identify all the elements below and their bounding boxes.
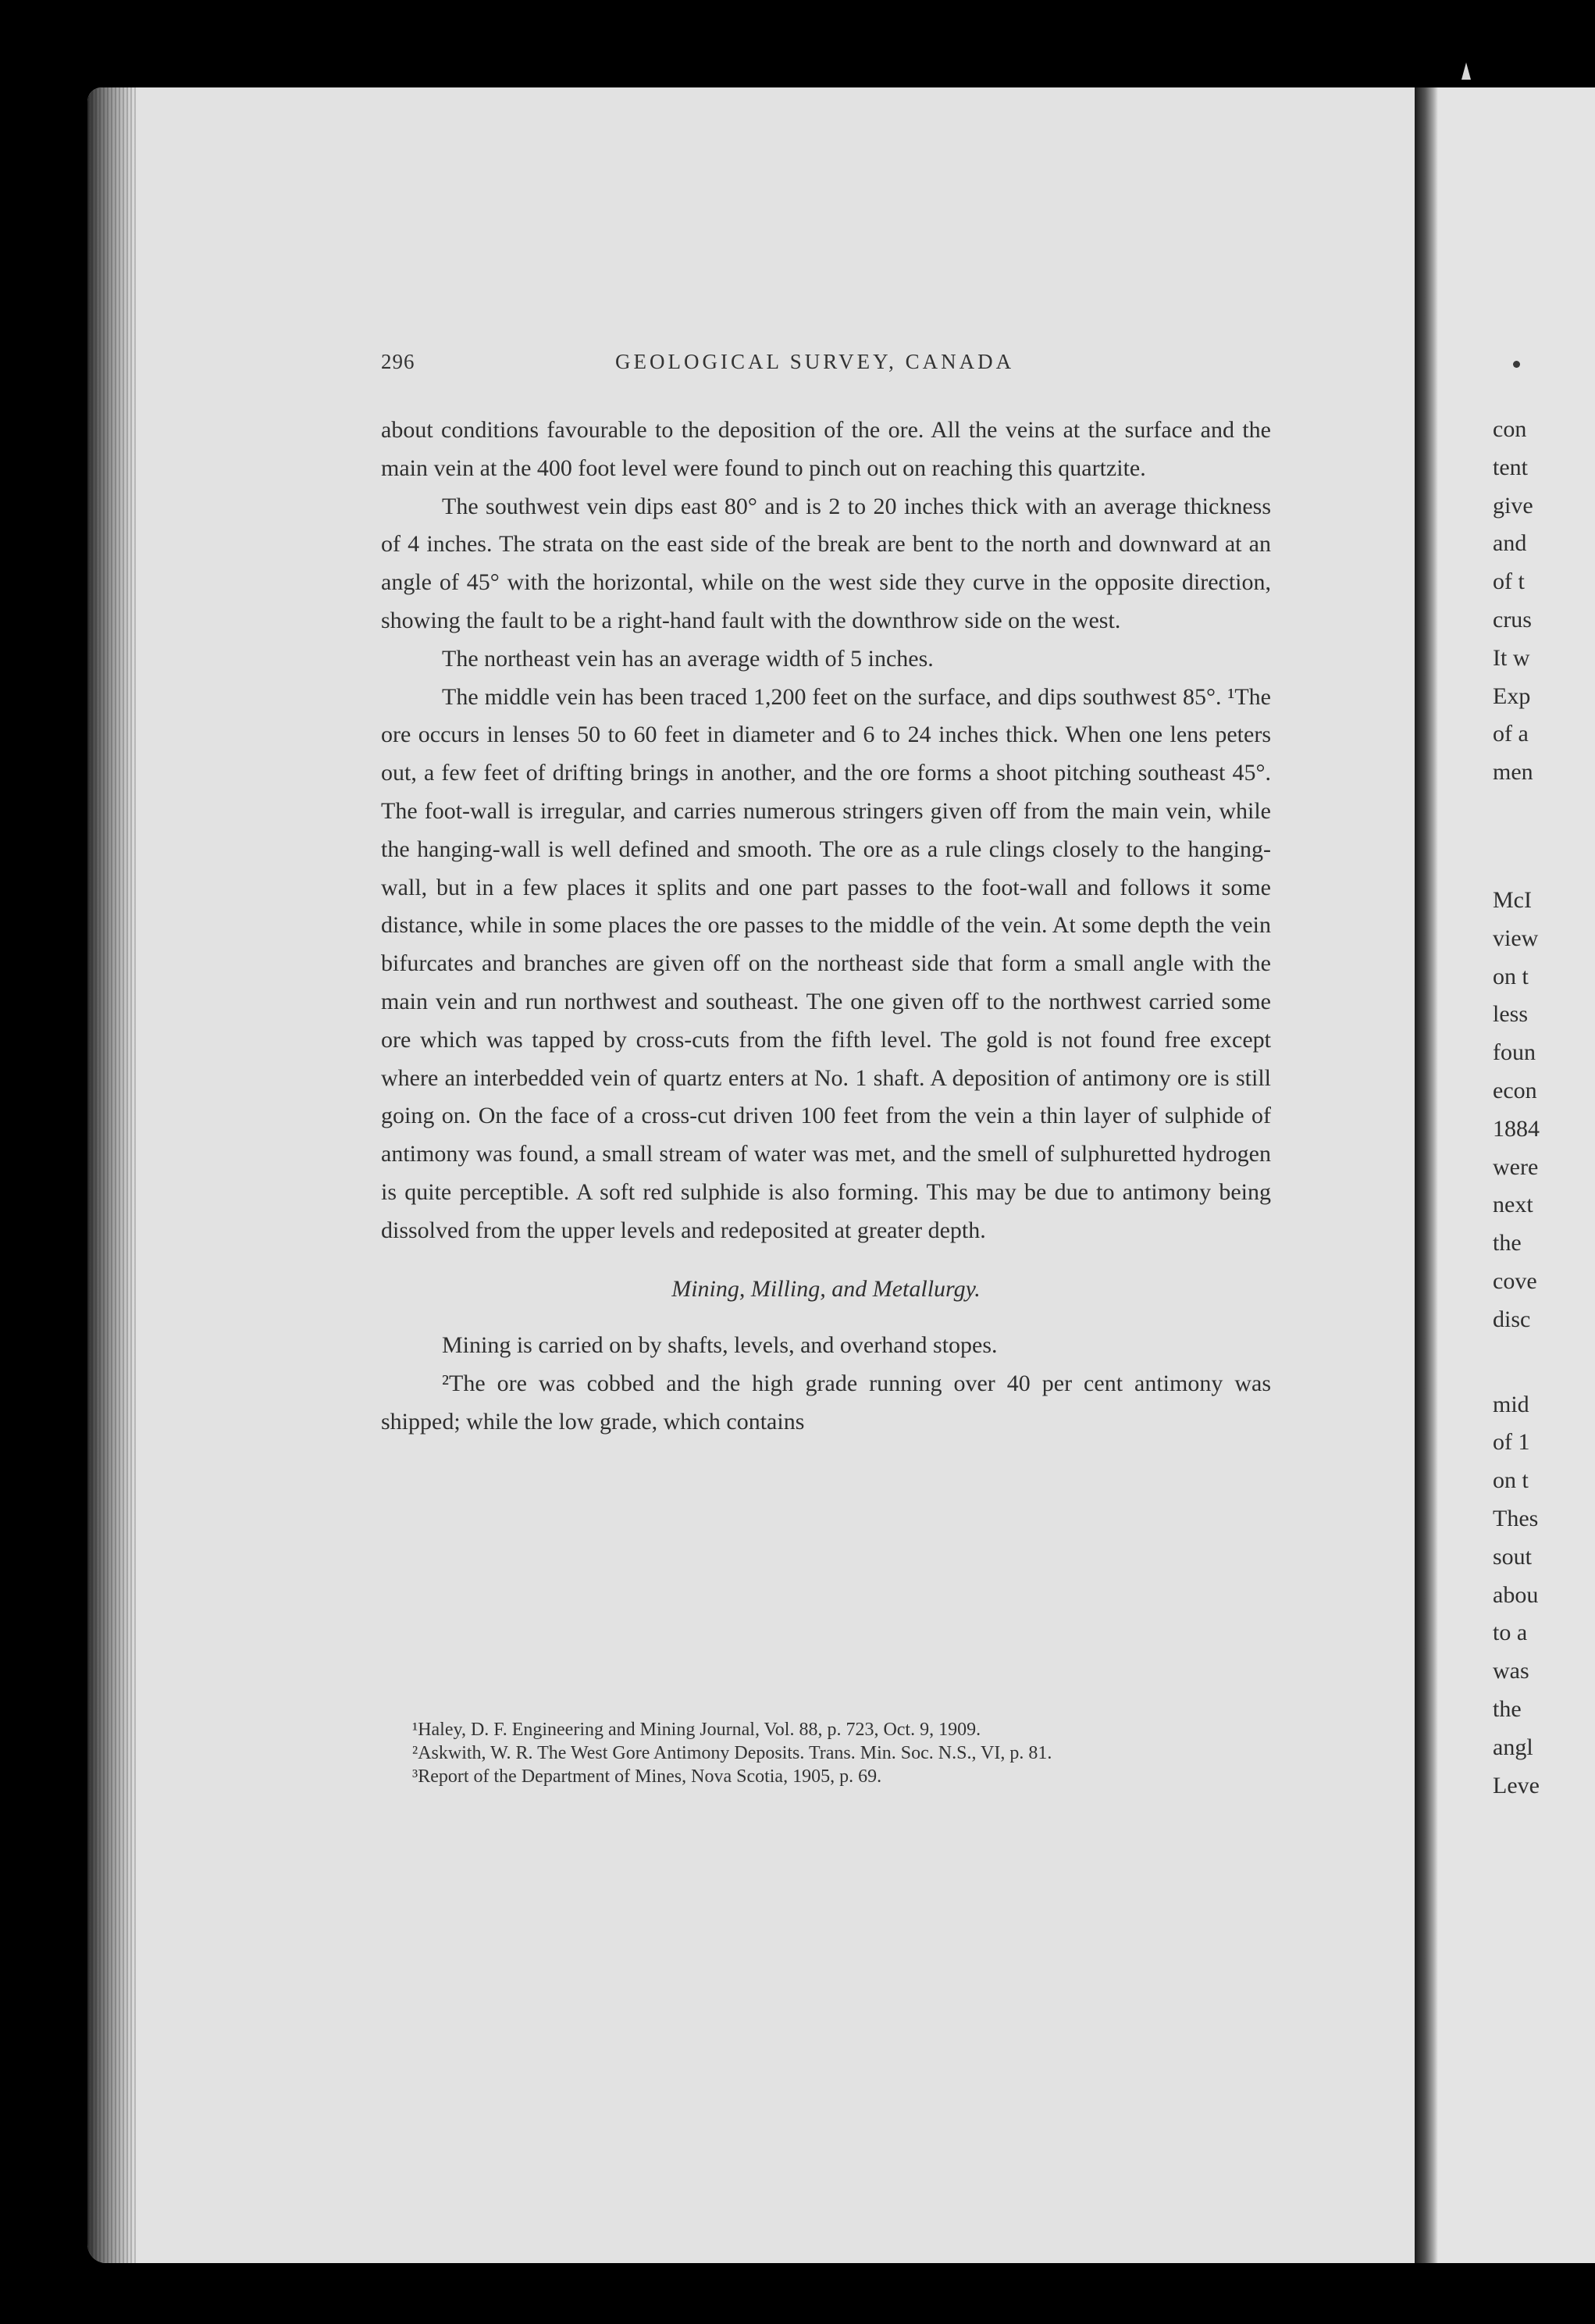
page-edge xyxy=(87,87,136,2263)
fragment-line: Leve xyxy=(1493,1772,1540,1798)
fragment-line: It w xyxy=(1493,644,1530,671)
fragment-line: sout xyxy=(1493,1543,1533,1570)
fragment-line: men xyxy=(1493,759,1533,786)
fragment-line: con xyxy=(1493,416,1527,442)
fragment-line: Thes xyxy=(1493,1505,1539,1531)
page-number: 296 xyxy=(381,350,415,373)
footnote: ²Askwith, W. R. The West Gore Antimony Deposits. Trans. Min. Soc. N.S., VI, p. 81. xyxy=(412,1743,1052,1763)
fragment-line: of a xyxy=(1493,721,1529,747)
body-text xyxy=(381,412,1271,1442)
fragment-line: disc xyxy=(1493,1306,1531,1332)
paragraph: The northeast vein has an average width of 5 inches. xyxy=(442,645,934,672)
footnote: ¹Haley, D. F. Engineering and Mining Journal, Vol. 88, p. 723, Oct. 9, 1909. xyxy=(412,1720,981,1740)
fragment-line: of 1 xyxy=(1493,1429,1530,1456)
fragment-line: econ xyxy=(1493,1077,1537,1103)
running-head: GEOLOGICAL SURVEY, CANADA xyxy=(615,350,1015,373)
paragraph: ²The ore was cobbed and the high grade running over 40 per cent antimony was shipped; while the low grade, which contains xyxy=(381,1371,1271,1435)
fragment-line: on t xyxy=(1493,1467,1529,1494)
fragment-line: the xyxy=(1493,1695,1522,1722)
fragment-line: McI xyxy=(1493,886,1532,913)
fragment-line: Exp xyxy=(1493,683,1531,709)
fragment-line: mid xyxy=(1493,1391,1529,1417)
fragment-line: foun xyxy=(1493,1039,1536,1066)
fragment-line: on t xyxy=(1493,963,1529,989)
fragment-line: the xyxy=(1493,1230,1522,1256)
paragraph: Mining is carried on by shafts, levels, and overhand stopes. xyxy=(442,1332,998,1359)
fragment-line: and xyxy=(1493,530,1527,557)
paragraph: The southwest vein dips east 80° and is 2 to 20 inches thick with an average thickness of 4 inches. The strata on the east side of the break are bent to the north and downward at an angle of 45° with the horizontal, while on the west side they curve in the opposite direction, showing the fault to be a right-hand fault with the downthrow side on the west. xyxy=(381,493,1271,633)
footnotes xyxy=(381,1718,1271,1788)
fragment-line: to a xyxy=(1493,1620,1528,1646)
fragment-line: view xyxy=(1493,925,1539,951)
section-heading: Mining, Milling, and Metallurgy. xyxy=(671,1275,981,1302)
fragment-line: cove xyxy=(1493,1267,1537,1294)
fragment-line: abou xyxy=(1493,1581,1539,1608)
fragment-line: was xyxy=(1493,1658,1529,1684)
fragment-line: give xyxy=(1493,492,1533,519)
right-page-text xyxy=(1493,411,1595,1805)
fragment-line: next xyxy=(1493,1192,1533,1218)
fragment-line: crus xyxy=(1493,606,1532,633)
fragment-line: less xyxy=(1493,1001,1528,1028)
page-header xyxy=(381,350,1287,381)
ink-dot xyxy=(1513,361,1520,368)
fragment-line: tent xyxy=(1493,454,1528,480)
fragment-line: of t xyxy=(1493,569,1525,595)
book-gutter xyxy=(1415,87,1438,2263)
fragment-line: 1884 xyxy=(1493,1115,1540,1142)
fragment-line: angl xyxy=(1493,1734,1533,1760)
paragraph: The middle vein has been traced 1,200 feet on the surface, and dips southwest 85°. ¹The ore occurs in lenses 50 to 60 feet in diameter and 6 to 24 inches thick. When one lens peters out, a few feet of drifting brings in another, and the ore forms a shoot pitching southeast 45°. The foot-wall is irregular, and carries numerous stringers given off from the main vein, while the hanging-wall is well defined and smooth. The ore as a rule clings closely to the hanging-wall, but in a few places it splits and one part passes to the foot-wall and follows it some distance, while in some places the ore passes to the middle of the vein. At some depth the vein bifurcates and branches are given off on the northeast side that form a small angle with the main vein and run northwest and southeast. The one given off to the northwest carried some ore which was tapped by cross-cuts from the fifth level. The gold is not found free except where an interbedded vein of quartz enters at No. 1 shaft. A deposition of antimony ore is still going on. On the face of a cross-cut driven 100 feet from the vein a thin layer of sulphide of antimony was found, a small stream of water was met, and the smell of sulphuretted hydrogen is quite perceptible. A soft red sulphide is also forming. This may be due to antimony being dissolved from the upper levels and redeposited at greater depth. xyxy=(381,683,1271,1243)
paragraph: about conditions favourable to the deposition of the ore. All the veins at the surface and the main vein at the 400 foot level were found to pinch out on reaching this quartzite. xyxy=(381,417,1271,481)
footnote: ³Report of the Department of Mines, Nova Scotia, 1905, p. 69. xyxy=(412,1766,882,1787)
page-marker xyxy=(1461,62,1471,80)
fragment-line: were xyxy=(1493,1153,1539,1180)
